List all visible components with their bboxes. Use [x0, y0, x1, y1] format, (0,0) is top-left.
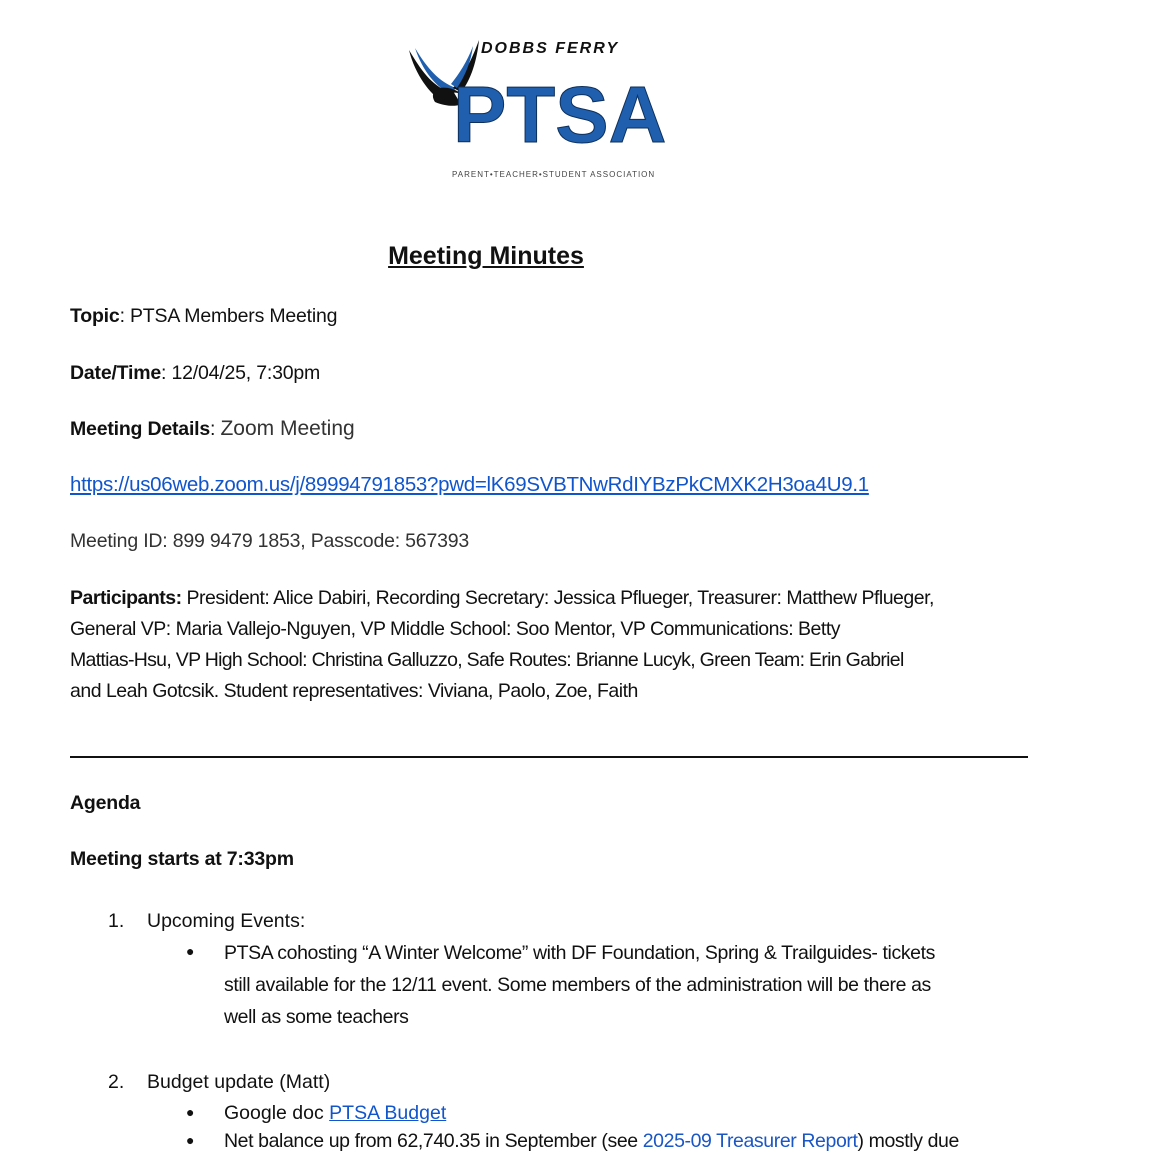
- details-label: Meeting Details: [70, 418, 211, 440]
- datetime-line: [70, 361, 320, 385]
- bullet-text-end: ) mostly due: [857, 1130, 959, 1152]
- item-2-title: Budget update (Matt): [147, 1071, 331, 1093]
- participants-line-2: General VP: Maria Vallejo-Nguyen, VP Middle School: Soo Mentor, VP Communications: Betty: [70, 618, 840, 640]
- bullet-icon: ●: [186, 1104, 195, 1120]
- datetime-value: : 12/04/25, 7:30pm: [161, 362, 321, 384]
- details-value: Zoom Meeting: [220, 417, 355, 440]
- item-2-bullet-1: [224, 1101, 446, 1125]
- participants-line-1: [70, 586, 934, 610]
- topic-value: : PTSA Members Meeting: [119, 305, 338, 327]
- bullet-icon: ●: [186, 1132, 195, 1148]
- bullet-icon: ●: [186, 943, 195, 959]
- meeting-id: Meeting ID: 899 9479 1853, Passcode: 567393: [70, 530, 470, 552]
- meeting-start: Meeting starts at 7:33pm: [70, 848, 294, 870]
- agenda-heading: Agenda: [70, 792, 141, 814]
- item-1-bullet-line-2: still available for the 12/11 event. Some members of the administration will be there as: [224, 974, 931, 996]
- divider: [70, 756, 1028, 758]
- participants-label: Participants:: [70, 587, 182, 609]
- topic-label: Topic: [70, 305, 120, 327]
- ptsa-logo: [405, 36, 695, 186]
- item-1-bullet-line-1: PTSA cohosting “A Winter Welcome” with DF Foundation, Spring & Trailguides- tickets: [224, 942, 935, 964]
- details-line: [70, 417, 355, 441]
- item-2-bullet-2: [224, 1129, 959, 1153]
- zoom-link[interactable]: https://us06web.zoom.us/j/89994791853?pwd=lK69SVBTNwRdIYBzPkCMXK2H3oa4U9.1: [70, 473, 869, 496]
- participants-line-4: and Leah Gotcsik. Student representatives: Viviana, Paolo, Zoe, Faith: [70, 680, 638, 702]
- datetime-label: Date/Time: [70, 362, 162, 384]
- ptsa-budget-link[interactable]: PTSA Budget: [329, 1102, 447, 1124]
- item-1-bullet-line-3: well as some teachers: [224, 1006, 409, 1028]
- bullet-text: Google doc: [224, 1102, 330, 1124]
- page-title: Meeting Minutes: [388, 242, 584, 270]
- item-2-number: 2.: [108, 1071, 125, 1093]
- logo-top-text: DOBBS FERRY: [481, 40, 620, 57]
- details-sep: :: [210, 418, 221, 440]
- participants-line-3: Mattias-Hsu, VP High School: Christina Galluzzo, Safe Routes: Brianne Lucyk, Green Team: Erin Gabriel: [70, 649, 904, 671]
- item-1-number: 1.: [108, 910, 125, 932]
- bullet-text: Net balance up from 62,740.35 in September (see: [224, 1130, 643, 1152]
- logo-main-text: PTSA: [453, 70, 667, 159]
- treasurer-report-link[interactable]: 2025-09 Treasurer Report: [642, 1130, 858, 1152]
- topic-line: [70, 304, 337, 328]
- participants-text: President: Alice Dabiri, Recording Secretary: Jessica Pflueger, Treasurer: Matthew Pflueger,: [181, 587, 934, 609]
- logo-sub-text: PARENT•TEACHER•STUDENT ASSOCIATION: [452, 170, 656, 179]
- item-1-title: Upcoming Events:: [147, 910, 306, 932]
